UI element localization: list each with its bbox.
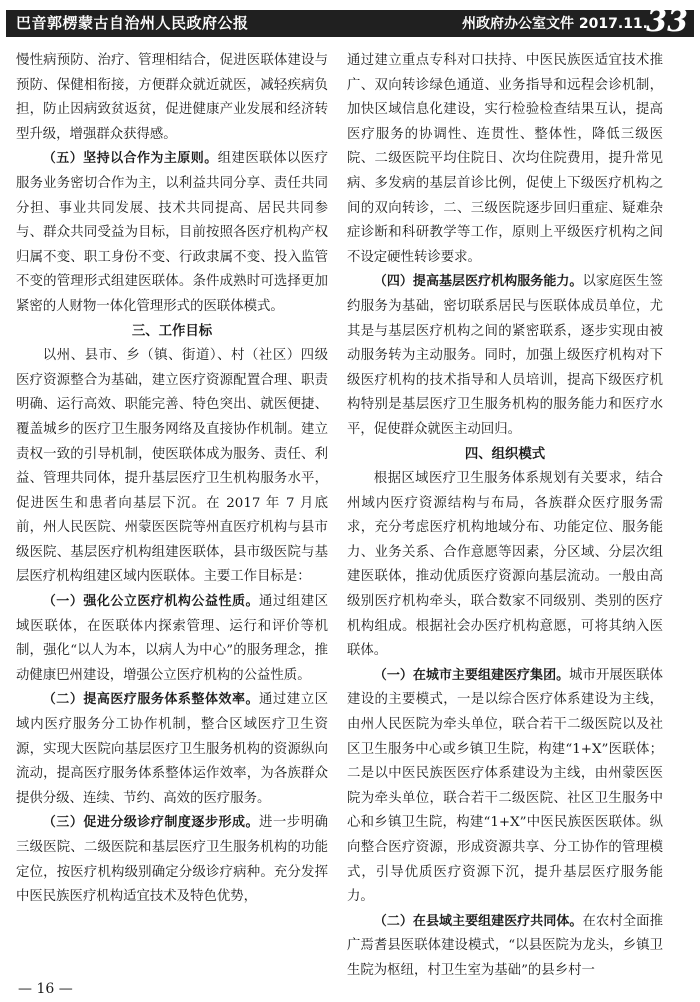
paragraph bbox=[16, 590, 328, 688]
subheading: （五）坚持以合作为主原则。 bbox=[42, 151, 218, 167]
subheading: （二）在县域主要组建医疗共同体。 bbox=[373, 913, 583, 929]
subheading: （二）提高医疗服务体系整体效率。 bbox=[42, 692, 259, 708]
paragraph bbox=[347, 270, 663, 442]
section-heading: 四、组织模式 bbox=[464, 446, 546, 462]
paragraph-body: 城市开展医联体建设的主要模式，一是以综合医疗体系建设为主线，由州人民医院为牵头单位，联合若干二级医院以及社区卫生服务中心或乡镇卫生院，构建“1+X”医联体；二是以中医民族医医疗体系建设为主线，由州蒙医医院为牵头单位，联合若干二级医院、社区卫生服务中心和乡镇卫生院，构建“1+X”中医民族医医联体。纵向整合医疗资源，形成资源共享、分工协作的管理模式，引导优质医疗资源下沉，提升基层医疗服务能力。 bbox=[347, 667, 663, 905]
paragraph-body: 在农村全面推广焉耆县医联体建设模式，“以县医院为龙头，乡镇卫生院为枢纽，村卫生室为基础”的县乡村一 bbox=[347, 913, 663, 978]
paragraph: 通过建立重点专科对口扶持、中医民族医适宜技术推广、双向转诊绿色通道、业务指导和远程会诊机制，加快区域信息化建设，实行检验检查结果互认，提高医疗服务的协调性、连贯性、整体性，降低三级医院、二级医院平均住院日、次均住院费用，提升常见病、多发病的基层首诊比例，促使上下级医疗机构之间的双向转诊，二、三级医院逐步回归重症、疑难杂症诊断和科研教学等工作，原则上平级医疗机构之间不设定硬性转诊要求。 bbox=[347, 53, 663, 265]
paragraph-body: 通过建立区域内医疗服务分工协作机制，整合区域医疗卫生资源，实现大医院向基层医疗卫生服务机构的资源纵向流动，提高医疗服务体系整体运作效率，为各族群众提供分级、连续、节约、高效的医疗服务。 bbox=[16, 692, 328, 806]
subheading: （三）促进分级诊疗制度逐步形成。 bbox=[42, 815, 259, 831]
page-number: — 16 — bbox=[18, 981, 73, 997]
paragraph-body: 进一步明确三级医院、二级医院和基层医疗卫生服务机构的功能定位，按医疗机构级别确定分级诊疗病种。充分发挥中医民族医疗机构适宜技术及特色优势， bbox=[16, 815, 328, 905]
issue-label: 州政府办公室文件 2017.11. bbox=[462, 16, 648, 32]
paragraph bbox=[16, 688, 328, 811]
paragraph bbox=[347, 910, 663, 984]
paragraph: 根据区域医疗卫生服务体系规划有关要求，结合州域内医疗资源结构与布局，各族群众医疗服务需求，充分考虑医疗机构地域分布、功能定位、服务能力、业务关系、合作意愿等因素，分区域、分层次组建医联体，推动优质医疗资源向基层流动。一般由高级别医疗机构牵头，联合数家不同级别、类别的医疗机构组成。根据社会办医疗机构意愿，可将其纳入医联体。 bbox=[347, 471, 663, 659]
publication-title: 巴音郭楞蒙古自治州人民政府公报 bbox=[16, 14, 249, 32]
paragraph-body: 通过组建区域医联体，在医联体内探索管理、运行和评价等机制，强化“以人为本，以病人为中心”的服务理念，推动健康巴州建设，增强公立医疗机构的公益性质。 bbox=[16, 594, 328, 683]
paragraph-body: 以家庭医生签约服务为基础，密切联系居民与医联体成员单位，尤其是与基层医疗机构之间的紧密联系，逐步实现由被动服务转为主动服务。同时，加强上级医疗机构对下级医疗机构的技术指导和人员培训，提高下级医疗机构特别是基层医疗卫生服务机构的服务能力和医疗水平，促使群众就医主动回归。 bbox=[347, 274, 663, 437]
paragraph bbox=[16, 811, 328, 909]
right-column bbox=[347, 49, 663, 984]
subheading: （四）提高基层医疗机构服务能力。 bbox=[373, 274, 583, 290]
paragraph-body: 组建医联体以医疗服务业务密切合作为主，以利益共同分享、责任共同分担、事业共同发展、技术共同提高、居民共同参与、群众共同受益为目标，目前按照各医疗机构产权归属不变、职工身份不变、行政隶属不变、投入监管不变的管理形式组建医联体。条件成熟时可选择更加紧密的人财物一体化管理形式的医联体模式。 bbox=[16, 151, 328, 314]
subheading: （一）在城市主要组建医疗集团。 bbox=[373, 667, 570, 683]
section-heading: 三、工作目标 bbox=[131, 323, 213, 339]
page-header-bar bbox=[6, 4, 694, 39]
paragraph: 慢性病预防、治疗、管理相结合，促进医联体建设与预防、保健相衔接，方便群众就近就医，减轻疾病负担，防止因病致贫返贫，促进健康产业发展和经济转型升级，增强群众获得感。 bbox=[16, 53, 328, 142]
paragraph: 以州、县市、乡（镇、街道）、村（社区）四级医疗资源整合为基础，建立医疗资源配置合理、职责明确、运行高效、职能完善、特色突出、就医便捷、覆盖城乡的医疗卫生服务网络及直接协作机制。建立责权一致的引导机制，使医联体成为服务、责任、利益、管理共同体，提升基层医疗卫生机构服务水平，促进医生和患者向基层下沉。在 2017 年 7 月底前，州人民医院、州蒙医医院等州直医疗机构与县市级医院、基层医疗机构组建医联体，县市级医院与基层医疗机构组建区域内医联体。主要工作目标是： bbox=[16, 348, 328, 585]
paragraph bbox=[347, 664, 663, 910]
paragraph bbox=[16, 147, 328, 319]
left-column bbox=[16, 49, 328, 910]
header-page-number: 33 bbox=[646, 4, 688, 39]
subheading: （一）强化公立医疗机构公益性质。 bbox=[42, 594, 259, 610]
